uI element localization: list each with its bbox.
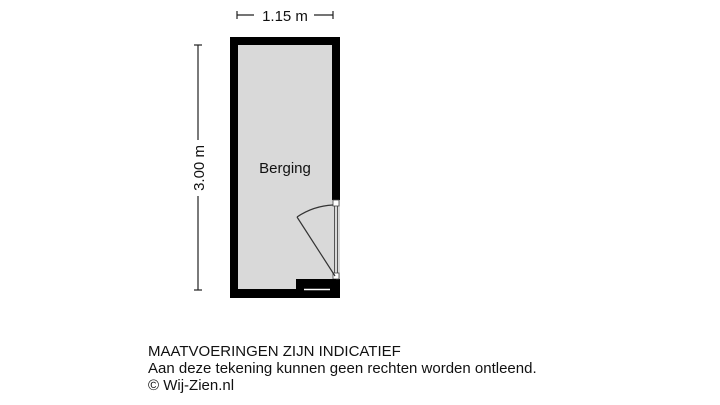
disclaimer-text: Aan deze tekening kunnen geen rechten worden ontleend. bbox=[148, 360, 537, 377]
copyright: © Wij-Zien.nl bbox=[148, 377, 235, 394]
height-label: 3.00 m bbox=[191, 145, 208, 191]
door-opening bbox=[332, 200, 340, 279]
room-label: Berging bbox=[259, 160, 311, 177]
width-label: 1.15 m bbox=[262, 8, 308, 25]
disclaimer-heading: MAATVOERINGEN ZIJN INDICATIEF bbox=[148, 343, 401, 360]
door-jamb-top bbox=[333, 200, 339, 206]
